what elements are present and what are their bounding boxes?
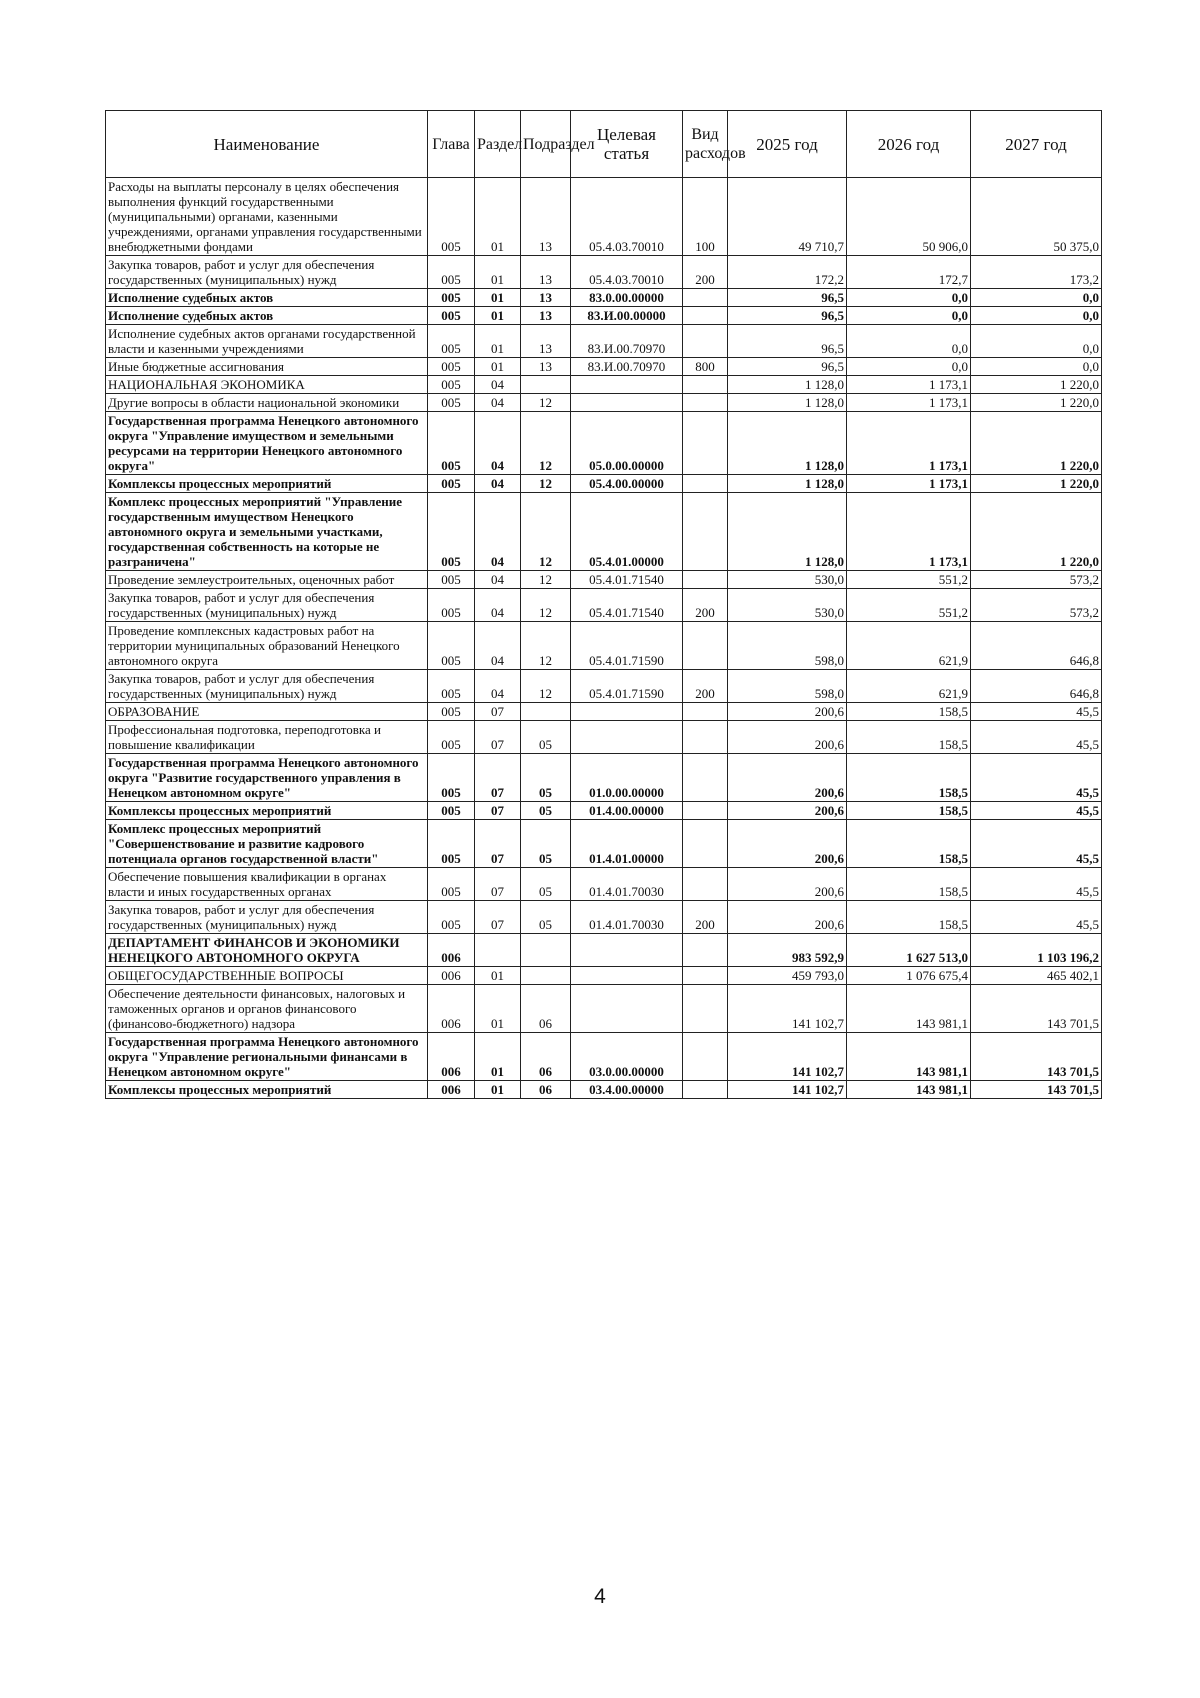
row-name: Закупка товаров, работ и услуг для обеспечения государственных (муниципальных) нужд: [106, 256, 428, 289]
row-subsection: 05: [521, 820, 571, 868]
row-name: Расходы на выплаты персоналу в целях обеспечения выполнения функций государственными (муниципальными) органами, казенными учреждениями, органами управления государственными внебюджетными фондами: [106, 178, 428, 256]
row-chapter: 005: [428, 325, 475, 358]
row-name: Другие вопросы в области национальной экономики: [106, 394, 428, 412]
row-value-2027: 45,5: [971, 820, 1102, 868]
header-expense-type: Вид расходов: [683, 111, 728, 178]
row-section: 01: [475, 256, 521, 289]
row-expense-type: [683, 376, 728, 394]
row-value-2025: 49 710,7: [728, 178, 847, 256]
row-value-2025: 141 102,7: [728, 1033, 847, 1081]
row-value-2026: 1 076 675,4: [847, 967, 971, 985]
row-value-2025: 1 128,0: [728, 394, 847, 412]
row-chapter: 006: [428, 1033, 475, 1081]
header-section: Раздел: [475, 111, 521, 178]
row-section: 07: [475, 868, 521, 901]
row-value-2026: 143 981,1: [847, 1033, 971, 1081]
table-row: [106, 307, 1102, 325]
row-name: Комплексы процессных мероприятий: [106, 1081, 428, 1099]
row-value-2025: 96,5: [728, 325, 847, 358]
row-value-2027: 1 103 196,2: [971, 934, 1102, 967]
row-value-2026: 0,0: [847, 325, 971, 358]
row-name: Комплекс процессных мероприятий "Управление государственным имуществом Ненецкого автономного округа и земельными участками, государственная собственность на которые не разграничена": [106, 493, 428, 571]
row-chapter: 005: [428, 589, 475, 622]
row-expense-type: 200: [683, 901, 728, 934]
row-subsection: 05: [521, 754, 571, 802]
row-name: ДЕПАРТАМЕНТ ФИНАНСОВ И ЭКОНОМИКИ НЕНЕЦКОГО АВТОНОМНОГО ОКРУГА: [106, 934, 428, 967]
row-chapter: 005: [428, 622, 475, 670]
row-value-2026: 158,5: [847, 901, 971, 934]
row-expense-type: 100: [683, 178, 728, 256]
row-value-2026: 1 173,1: [847, 493, 971, 571]
row-chapter: 005: [428, 178, 475, 256]
row-value-2026: 621,9: [847, 622, 971, 670]
row-target: 05.4.03.70010: [571, 178, 683, 256]
table-row: [106, 1033, 1102, 1081]
row-expense-type: [683, 622, 728, 670]
row-subsection: 06: [521, 1081, 571, 1099]
row-value-2027: 1 220,0: [971, 376, 1102, 394]
row-value-2025: 96,5: [728, 307, 847, 325]
row-value-2026: 1 173,1: [847, 394, 971, 412]
row-name: Комплексы процессных мероприятий: [106, 475, 428, 493]
row-chapter: 005: [428, 493, 475, 571]
row-section: 04: [475, 589, 521, 622]
row-value-2026: 0,0: [847, 307, 971, 325]
row-name: НАЦИОНАЛЬНАЯ ЭКОНОМИКА: [106, 376, 428, 394]
row-name: Обеспечение деятельности финансовых, налоговых и таможенных органов и органов финансового (финансово-бюджетного) надзора: [106, 985, 428, 1033]
header-target: Целевая статья: [571, 111, 683, 178]
header-subsection: Подраздел: [521, 111, 571, 178]
row-value-2025: 200,6: [728, 901, 847, 934]
row-expense-type: [683, 325, 728, 358]
row-target: 83.И.00.70970: [571, 325, 683, 358]
row-target: 83.И.00.00000: [571, 307, 683, 325]
row-chapter: 005: [428, 868, 475, 901]
row-name: Исполнение судебных актов: [106, 289, 428, 307]
row-expense-type: [683, 571, 728, 589]
row-target: 01.4.01.70030: [571, 868, 683, 901]
row-value-2027: 0,0: [971, 307, 1102, 325]
row-value-2026: 551,2: [847, 571, 971, 589]
table-row: [106, 967, 1102, 985]
row-value-2025: 598,0: [728, 622, 847, 670]
row-value-2026: 143 981,1: [847, 1081, 971, 1099]
row-section: 04: [475, 493, 521, 571]
row-subsection: 06: [521, 1033, 571, 1081]
row-value-2026: 621,9: [847, 670, 971, 703]
row-name: Закупка товаров, работ и услуг для обеспечения государственных (муниципальных) нужд: [106, 670, 428, 703]
row-subsection: 13: [521, 358, 571, 376]
row-target: 05.4.01.71540: [571, 571, 683, 589]
row-value-2026: 158,5: [847, 721, 971, 754]
row-expense-type: [683, 1081, 728, 1099]
row-subsection: 12: [521, 475, 571, 493]
table-row: [106, 820, 1102, 868]
row-target: 05.4.01.71590: [571, 622, 683, 670]
row-value-2027: 646,8: [971, 670, 1102, 703]
row-name: Исполнение судебных актов органами государственной власти и казенными учреждениями: [106, 325, 428, 358]
row-target: 83.И.00.70970: [571, 358, 683, 376]
row-value-2027: 1 220,0: [971, 412, 1102, 475]
row-name: Закупка товаров, работ и услуг для обеспечения государственных (муниципальных) нужд: [106, 589, 428, 622]
row-value-2025: 983 592,9: [728, 934, 847, 967]
row-subsection: [521, 703, 571, 721]
row-section: 04: [475, 394, 521, 412]
row-target: 05.4.01.71540: [571, 589, 683, 622]
row-target: [571, 376, 683, 394]
row-value-2025: 96,5: [728, 358, 847, 376]
row-target: [571, 985, 683, 1033]
table-row: [106, 589, 1102, 622]
header-2027: 2027 год: [971, 111, 1102, 178]
row-section: 01: [475, 307, 521, 325]
row-subsection: 12: [521, 493, 571, 571]
budget-table: [105, 110, 1102, 1099]
row-target: [571, 967, 683, 985]
table-row: [106, 802, 1102, 820]
row-expense-type: [683, 289, 728, 307]
row-subsection: 05: [521, 901, 571, 934]
row-expense-type: [683, 754, 728, 802]
row-subsection: 12: [521, 589, 571, 622]
row-value-2025: 459 793,0: [728, 967, 847, 985]
row-name: Профессиональная подготовка, переподготовка и повышение квалификации: [106, 721, 428, 754]
row-value-2027: 1 220,0: [971, 493, 1102, 571]
row-name: Иные бюджетные ассигнования: [106, 358, 428, 376]
table-row: [106, 868, 1102, 901]
row-expense-type: [683, 394, 728, 412]
row-value-2025: 1 128,0: [728, 493, 847, 571]
row-value-2026: 1 173,1: [847, 475, 971, 493]
row-chapter: 005: [428, 475, 475, 493]
row-section: 01: [475, 1081, 521, 1099]
row-chapter: 005: [428, 703, 475, 721]
row-section: 07: [475, 754, 521, 802]
row-chapter: 005: [428, 256, 475, 289]
row-value-2027: 45,5: [971, 703, 1102, 721]
row-value-2026: 50 906,0: [847, 178, 971, 256]
row-value-2027: 0,0: [971, 358, 1102, 376]
row-name: Комплекс процессных мероприятий "Совершенствование и развитие кадрового потенциала органов государственной власти": [106, 820, 428, 868]
row-value-2027: 573,2: [971, 571, 1102, 589]
table-row: [106, 1081, 1102, 1099]
row-expense-type: [683, 868, 728, 901]
table-row: [106, 571, 1102, 589]
row-expense-type: [683, 820, 728, 868]
row-subsection: 12: [521, 412, 571, 475]
row-target: 83.0.00.00000: [571, 289, 683, 307]
row-chapter: 006: [428, 1081, 475, 1099]
row-expense-type: [683, 721, 728, 754]
row-subsection: 05: [521, 721, 571, 754]
row-value-2025: 1 128,0: [728, 412, 847, 475]
row-value-2025: 172,2: [728, 256, 847, 289]
row-section: 07: [475, 721, 521, 754]
row-name: ОБЩЕГОСУДАРСТВЕННЫЕ ВОПРОСЫ: [106, 967, 428, 985]
row-subsection: 13: [521, 325, 571, 358]
row-name: Исполнение судебных актов: [106, 307, 428, 325]
row-value-2026: 0,0: [847, 358, 971, 376]
row-chapter: 005: [428, 802, 475, 820]
row-section: 01: [475, 178, 521, 256]
row-subsection: [521, 967, 571, 985]
row-value-2027: 573,2: [971, 589, 1102, 622]
row-value-2027: 143 701,5: [971, 1081, 1102, 1099]
row-expense-type: [683, 1033, 728, 1081]
row-target: 01.4.00.00000: [571, 802, 683, 820]
row-expense-type: 200: [683, 670, 728, 703]
row-chapter: 005: [428, 358, 475, 376]
table-row: [106, 475, 1102, 493]
table-row: [106, 289, 1102, 307]
row-subsection: 12: [521, 394, 571, 412]
row-value-2025: 598,0: [728, 670, 847, 703]
row-value-2025: 1 128,0: [728, 475, 847, 493]
row-chapter: 005: [428, 394, 475, 412]
row-name: Закупка товаров, работ и услуг для обеспечения государственных (муниципальных) нужд: [106, 901, 428, 934]
row-section: 01: [475, 358, 521, 376]
row-value-2027: 45,5: [971, 901, 1102, 934]
table-row: [106, 754, 1102, 802]
row-chapter: 005: [428, 376, 475, 394]
row-target: [571, 934, 683, 967]
row-section: 07: [475, 820, 521, 868]
table-row: [106, 703, 1102, 721]
row-chapter: 005: [428, 721, 475, 754]
row-expense-type: [683, 967, 728, 985]
row-expense-type: 800: [683, 358, 728, 376]
table-row: [106, 721, 1102, 754]
table-row: [106, 325, 1102, 358]
table-row: [106, 376, 1102, 394]
row-subsection: 13: [521, 307, 571, 325]
row-value-2025: 200,6: [728, 802, 847, 820]
row-section: 07: [475, 703, 521, 721]
row-expense-type: [683, 412, 728, 475]
row-chapter: 005: [428, 571, 475, 589]
row-value-2025: 200,6: [728, 868, 847, 901]
row-name: Государственная программа Ненецкого автономного округа "Развитие государственного управления в Ненецком автономном округе": [106, 754, 428, 802]
row-target: 05.4.00.00000: [571, 475, 683, 493]
row-chapter: 005: [428, 754, 475, 802]
row-chapter: 005: [428, 307, 475, 325]
row-value-2026: 551,2: [847, 589, 971, 622]
row-chapter: 005: [428, 670, 475, 703]
row-expense-type: [683, 307, 728, 325]
row-section: 07: [475, 901, 521, 934]
row-subsection: 12: [521, 670, 571, 703]
row-target: 05.4.01.71590: [571, 670, 683, 703]
row-section: 04: [475, 412, 521, 475]
row-section: 04: [475, 475, 521, 493]
row-expense-type: 200: [683, 589, 728, 622]
row-value-2025: 530,0: [728, 571, 847, 589]
row-value-2027: 50 375,0: [971, 178, 1102, 256]
row-value-2027: 173,2: [971, 256, 1102, 289]
row-chapter: 006: [428, 985, 475, 1033]
row-subsection: 13: [521, 178, 571, 256]
row-value-2025: 96,5: [728, 289, 847, 307]
row-value-2025: 200,6: [728, 754, 847, 802]
row-expense-type: [683, 703, 728, 721]
row-subsection: 12: [521, 622, 571, 670]
row-subsection: 13: [521, 289, 571, 307]
row-chapter: 006: [428, 967, 475, 985]
row-section: 07: [475, 802, 521, 820]
row-value-2026: 158,5: [847, 802, 971, 820]
table-row: [106, 493, 1102, 571]
row-value-2027: 45,5: [971, 754, 1102, 802]
row-expense-type: [683, 985, 728, 1033]
row-target: 01.0.00.00000: [571, 754, 683, 802]
row-value-2026: 158,5: [847, 754, 971, 802]
row-chapter: 006: [428, 934, 475, 967]
row-target: 05.4.03.70010: [571, 256, 683, 289]
row-section: 01: [475, 967, 521, 985]
row-section: 01: [475, 985, 521, 1033]
row-value-2027: 45,5: [971, 721, 1102, 754]
row-value-2026: 1 173,1: [847, 376, 971, 394]
header-2026: 2026 год: [847, 111, 971, 178]
row-target: [571, 703, 683, 721]
row-name: Государственная программа Ненецкого автономного округа "Управление региональными финансами в Ненецком автономном округе": [106, 1033, 428, 1081]
table-row: [106, 256, 1102, 289]
table-row: [106, 934, 1102, 967]
row-value-2025: 200,6: [728, 703, 847, 721]
row-target: 05.0.00.00000: [571, 412, 683, 475]
row-value-2026: 172,7: [847, 256, 971, 289]
row-value-2025: 200,6: [728, 721, 847, 754]
row-subsection: 05: [521, 802, 571, 820]
row-value-2025: 141 102,7: [728, 985, 847, 1033]
row-value-2026: 1 627 513,0: [847, 934, 971, 967]
row-value-2027: 646,8: [971, 622, 1102, 670]
row-expense-type: 200: [683, 256, 728, 289]
table-row: [106, 901, 1102, 934]
row-value-2027: 143 701,5: [971, 1033, 1102, 1081]
row-expense-type: [683, 934, 728, 967]
row-name: Комплексы процессных мероприятий: [106, 802, 428, 820]
row-subsection: [521, 376, 571, 394]
row-section: 01: [475, 325, 521, 358]
row-value-2026: 158,5: [847, 868, 971, 901]
row-section: 01: [475, 289, 521, 307]
row-expense-type: [683, 493, 728, 571]
row-target: 01.4.01.00000: [571, 820, 683, 868]
page-number: 4: [594, 1585, 606, 1608]
row-name: ОБРАЗОВАНИЕ: [106, 703, 428, 721]
row-target: 03.4.00.00000: [571, 1081, 683, 1099]
header-name: Наименование: [106, 111, 428, 178]
row-value-2027: 1 220,0: [971, 394, 1102, 412]
table-row: [106, 670, 1102, 703]
row-chapter: 005: [428, 412, 475, 475]
table-row: [106, 985, 1102, 1033]
row-chapter: 005: [428, 289, 475, 307]
row-value-2027: 0,0: [971, 325, 1102, 358]
row-value-2027: 1 220,0: [971, 475, 1102, 493]
row-value-2026: 1 173,1: [847, 412, 971, 475]
row-value-2025: 141 102,7: [728, 1081, 847, 1099]
row-value-2026: 0,0: [847, 289, 971, 307]
row-chapter: 005: [428, 901, 475, 934]
table-header-row: [106, 111, 1102, 178]
row-value-2027: 45,5: [971, 802, 1102, 820]
table-row: [106, 394, 1102, 412]
row-value-2025: 200,6: [728, 820, 847, 868]
row-section: 04: [475, 622, 521, 670]
table-row: [106, 358, 1102, 376]
row-target: 01.4.01.70030: [571, 901, 683, 934]
header-2025: 2025 год: [728, 111, 847, 178]
row-section: 04: [475, 670, 521, 703]
row-subsection: 05: [521, 868, 571, 901]
row-value-2027: 465 402,1: [971, 967, 1102, 985]
row-section: 04: [475, 571, 521, 589]
row-name: Обеспечение повышения квалификации в органах власти и иных государственных органах: [106, 868, 428, 901]
row-value-2025: 1 128,0: [728, 376, 847, 394]
row-section: 04: [475, 376, 521, 394]
row-value-2026: 143 981,1: [847, 985, 971, 1033]
row-subsection: 13: [521, 256, 571, 289]
row-target: 03.0.00.00000: [571, 1033, 683, 1081]
row-name: Проведение комплексных кадастровых работ на территории муниципальных образований Ненецкого автономного округа: [106, 622, 428, 670]
row-value-2027: 143 701,5: [971, 985, 1102, 1033]
row-expense-type: [683, 475, 728, 493]
row-value-2025: 530,0: [728, 589, 847, 622]
row-value-2026: 158,5: [847, 820, 971, 868]
row-expense-type: [683, 802, 728, 820]
row-name: Проведение землеустроительных, оценочных работ: [106, 571, 428, 589]
row-target: [571, 394, 683, 412]
row-chapter: 005: [428, 820, 475, 868]
row-subsection: [521, 934, 571, 967]
row-subsection: 06: [521, 985, 571, 1033]
row-subsection: 12: [521, 571, 571, 589]
table-row: [106, 178, 1102, 256]
table-body: [106, 178, 1102, 1099]
row-value-2027: 0,0: [971, 289, 1102, 307]
table-row: [106, 412, 1102, 475]
row-section: 01: [475, 1033, 521, 1081]
row-value-2026: 158,5: [847, 703, 971, 721]
header-chapter: Глава: [428, 111, 475, 178]
row-name: Государственная программа Ненецкого автономного округа "Управление имуществом и земельными ресурсами на территории Ненецкого автономного округа": [106, 412, 428, 475]
row-target: [571, 721, 683, 754]
table-row: [106, 622, 1102, 670]
row-section: [475, 934, 521, 967]
row-value-2027: 45,5: [971, 868, 1102, 901]
row-target: 05.4.01.00000: [571, 493, 683, 571]
